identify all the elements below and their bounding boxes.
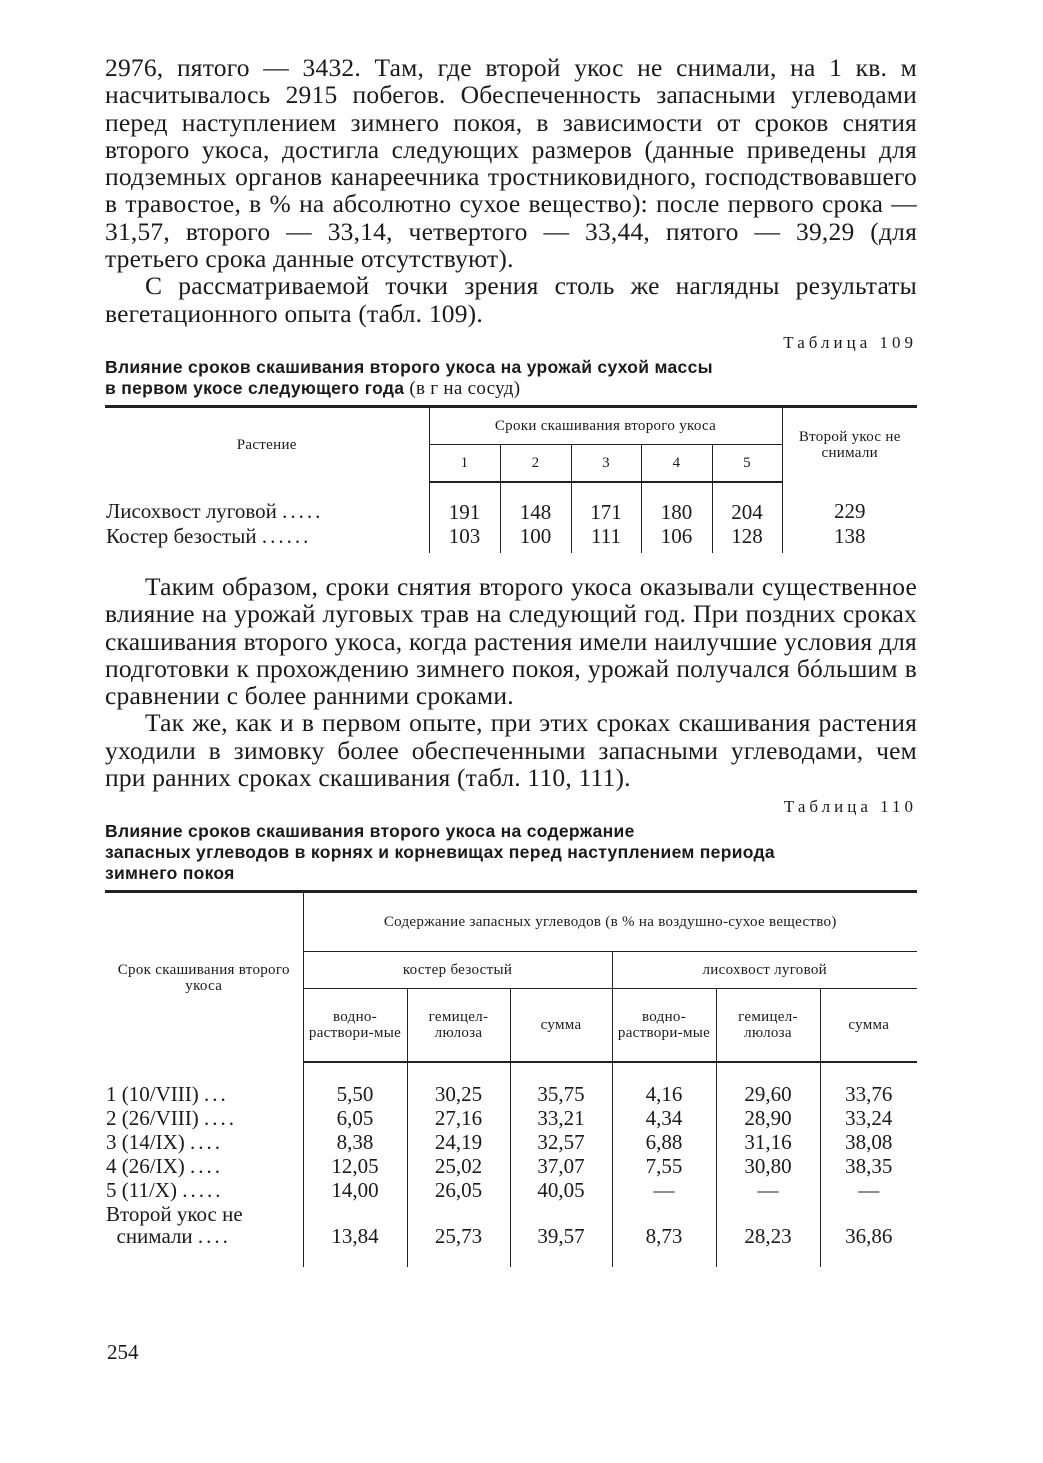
- table-row: 5 (11/X) ..... 14,00 26,05 40,05 — — —: [105, 1178, 917, 1202]
- cell: 29,60: [716, 1062, 820, 1106]
- row-name: Лисохвост луговой: [106, 499, 277, 524]
- table-row: 4 (26/IX) .... 12,05 25,02 37,07 7,55 30,80 38,35: [105, 1154, 917, 1178]
- cell: 100: [500, 524, 571, 553]
- cell: 25,02: [407, 1154, 510, 1178]
- cell: 180: [641, 482, 712, 524]
- cell: 33,76: [820, 1062, 917, 1106]
- cell: 27,16: [407, 1106, 510, 1130]
- row-name: Костер безостый: [106, 523, 257, 548]
- header-group-koster: костер безостый: [303, 952, 612, 989]
- cell: —: [820, 1178, 917, 1202]
- header-term-1: 1: [429, 444, 500, 482]
- header-hemicellulose: гемицел-люлоза: [407, 989, 510, 1063]
- table-109-label: Таблица 109: [783, 332, 917, 352]
- cell: 28,23: [716, 1202, 820, 1267]
- header-hemicellulose: гемицел-люлоза: [716, 989, 820, 1063]
- row-name: 5 (11/X): [106, 1178, 177, 1203]
- cell: 35,75: [510, 1062, 612, 1106]
- cell: 30,80: [716, 1154, 820, 1178]
- cell: 33,21: [510, 1106, 612, 1130]
- row-name: 4 (26/IX): [106, 1154, 185, 1179]
- cell: 39,57: [510, 1202, 612, 1267]
- paragraph-1: 2976, пятого — 3432. Там, где второй укос не снимали, на 1 кв. м насчитывалось 2915 побегов. Обеспеченность запасными углеводами перед наступлением зимнего покоя, в зависимости от сроков снятия второго укоса, достигла следующих размеров (данные приведены для подземных органов канареечника тростниковидного, господствовавшего в травостое, в % на абсолютно сухое вещество): после первого срока — 31,57, второго — 33,14, четвертого — 33,44, пятого — 39,29 (для третьего срока данные отсутствуют).: [105, 53, 917, 274]
- cell: 13,84: [303, 1202, 407, 1267]
- cell: 28,90: [716, 1106, 820, 1130]
- row-name: 1 (10/VIII): [106, 1082, 199, 1107]
- cell: 30,25: [407, 1062, 510, 1106]
- cell: 26,05: [407, 1178, 510, 1202]
- row-name: 3 (14/IX): [106, 1130, 185, 1155]
- cell: 40,05: [510, 1178, 612, 1202]
- header-group-lisokhvost: лисохвост луговой: [612, 952, 917, 989]
- row-name: 2 (26/VIII): [106, 1106, 199, 1131]
- cell: 229: [782, 482, 917, 524]
- header-water-soluble: водно-раствори-мые: [303, 989, 407, 1063]
- header-sum: сумма: [510, 989, 612, 1063]
- page-content: [105, 54, 917, 1267]
- cell: —: [716, 1178, 820, 1202]
- table-110-caption: Влияние сроков скашивания второго укоса на содержание запасных углеводов в корнях и корневищах перед наступлением периода зимнего покоя: [105, 821, 775, 884]
- cell: 148: [500, 482, 571, 524]
- cell: 37,07: [510, 1154, 612, 1178]
- cell: 6,05: [303, 1106, 407, 1130]
- cell: 204: [712, 482, 782, 524]
- cell: 38,35: [820, 1154, 917, 1178]
- table-row: 1 (10/VIII) ... 5,50 30,25 35,75 4,16 29,60 33,76: [105, 1062, 917, 1106]
- row-name: Второй укос не: [106, 1202, 243, 1227]
- table-row: 2 (26/VIII) .... 6,05 27,16 33,21 4,34 28,90 33,24: [105, 1106, 917, 1130]
- table-110: [105, 890, 917, 1267]
- cell: 4,34: [612, 1106, 716, 1130]
- page-number: 254: [107, 1340, 139, 1364]
- paragraph-3: Таким образом, сроки снятия второго укоса оказывали существенное влияние на урожай луговых трав на следующий год. При поздних сроках скашивания второго укоса, когда растения имели наилучшие условия для подготовки к прохождению зимнего покоя, урожай получался бóльшим в сравнении с более ранними сроками.: [105, 571, 917, 711]
- header-sum: сумма: [820, 989, 917, 1063]
- header-content: Содержание запасных углеводов (в % на воздушно-сухое вещество): [303, 892, 917, 952]
- cell: —: [612, 1178, 716, 1202]
- table-109-caption: Влияние сроков скашивания второго укоса на урожай сухой массы в первом укосе следующего года (в г на сосуд): [105, 356, 713, 399]
- header-term-3: 3: [571, 444, 641, 482]
- cell: 7,55: [612, 1154, 716, 1178]
- table-110-label: Таблица 110: [783, 797, 917, 817]
- header-term: Срок скашивания второго укоса: [117, 961, 290, 994]
- cell: 5,50: [303, 1062, 407, 1106]
- cell: 31,16: [716, 1130, 820, 1154]
- cell: 128: [712, 524, 782, 553]
- cell: 8,38: [303, 1130, 407, 1154]
- cell: 32,57: [510, 1130, 612, 1154]
- cell: 171: [571, 482, 641, 524]
- header-term-4: 4: [641, 444, 712, 482]
- cell: 24,19: [407, 1130, 510, 1154]
- cell: 106: [641, 524, 712, 553]
- header-terms: Сроки скашивания второго укоса: [429, 406, 782, 444]
- cell: 33,24: [820, 1106, 917, 1130]
- cell: 4,16: [612, 1062, 716, 1106]
- cell: 103: [429, 524, 500, 553]
- header-water-soluble: водно-раствори-мые: [612, 989, 716, 1063]
- cell: 111: [571, 524, 641, 553]
- cell: 38,08: [820, 1130, 917, 1154]
- header-term-2: 2: [500, 444, 571, 482]
- paragraph-2: С рассматриваемой точки зрения столь же наглядны результаты вегетационного опыта (табл. 109).: [105, 271, 917, 328]
- header-no-second: Второй укос не снимали: [782, 406, 917, 482]
- table-row: Второй укос не снимали .... 13,84 25,73 39,57 8,73 28,23 36,86: [105, 1202, 917, 1267]
- paragraph-4: Так же, как и в первом опыте, при этих сроках скашивания растения уходили в зимовку более обеспеченными запасными углеводами, чем при ранних сроках скашивания (табл. 110, 111).: [105, 708, 917, 793]
- cell: 36,86: [820, 1202, 917, 1267]
- table-109: [105, 405, 917, 553]
- header-term-5: 5: [712, 444, 782, 482]
- header-plant: Растение: [236, 436, 297, 453]
- cell: 138: [782, 524, 917, 553]
- cell: 191: [429, 482, 500, 524]
- row-name: снимали: [116, 1224, 193, 1249]
- cell: 14,00: [303, 1178, 407, 1202]
- cell: 12,05: [303, 1154, 407, 1178]
- cell: 25,73: [407, 1202, 510, 1267]
- table-row: Лисохвост луговой ..... 191 148 171 180 204 229: [105, 482, 917, 524]
- cell: 8,73: [612, 1202, 716, 1267]
- table-row: 3 (14/IX) .... 8,38 24,19 32,57 6,88 31,16 38,08: [105, 1130, 917, 1154]
- cell: 6,88: [612, 1130, 716, 1154]
- table-row: Костер безостый ...... 103 100 111 106 128 138: [105, 524, 917, 553]
